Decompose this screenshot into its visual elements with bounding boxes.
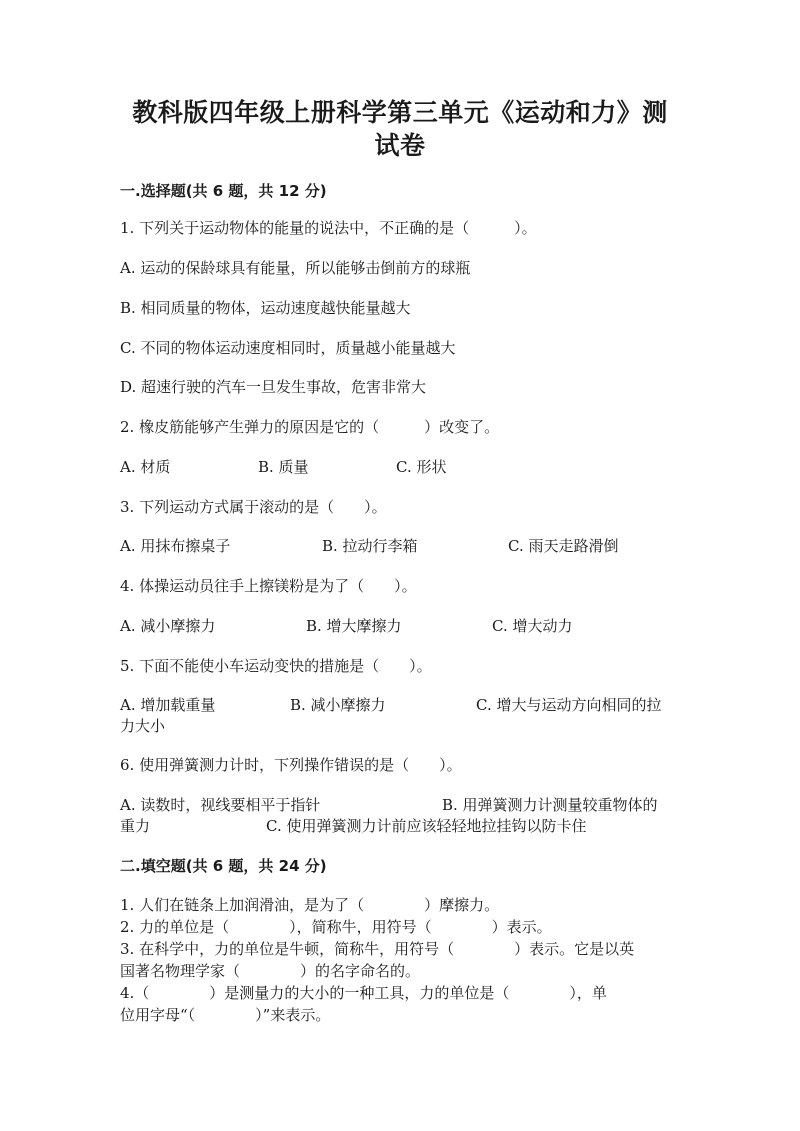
- question-5-option-b: B. 减小摩擦力: [290, 696, 386, 714]
- fill-blank-line: 3. 在科学中，力的单位是牛顿，简称牛，用符号（ ）表示。它是以英: [120, 940, 635, 958]
- question-3-stem: 3. 下列运动方式属于滚动的是（ ）。: [120, 498, 387, 516]
- question-1-option-c: C. 不同的物体运动速度相同时，质量越小能量越大: [120, 339, 456, 357]
- section-heading-fill-blank: 二.填空题(共 6 题，共 24 分): [120, 857, 327, 875]
- question-6-options-line2: [120, 815, 690, 837]
- question-6-option-c: C. 使用弹簧测力计前应该轻轻地拉挂钩以防卡住: [266, 817, 587, 835]
- fill-blank-line: 位用字母“（ ）”来表示。: [120, 1006, 331, 1024]
- question-2-option-a: A. 材质: [120, 458, 171, 476]
- question-6-options-line1: [120, 794, 690, 816]
- question-5-options: [120, 694, 690, 716]
- question-1-stem: 1. 下列关于运动物体的能量的说法中，不正确的是（ ）。: [120, 219, 537, 237]
- question-6-stem: 6. 使用弹簧测力计时，下列操作错误的是（ ）。: [120, 756, 462, 774]
- question-5-option-a: A. 增加载重量: [120, 696, 216, 714]
- question-4-option-a: A. 减小摩擦力: [120, 617, 216, 635]
- section-heading-choice: 一.选择题(共 6 题，共 12 分): [120, 182, 327, 200]
- question-3-option-b: B. 拉动行李箱: [322, 537, 418, 555]
- question-6-option-b-continued: 重力: [120, 817, 151, 835]
- question-3-option-a: A. 用抹布擦桌子: [120, 537, 231, 555]
- question-5-stem: 5. 下面不能使小车运动变快的措施是（ ）。: [120, 657, 432, 675]
- question-6-option-b: B. 用弹簧测力计测量较重物体的: [442, 796, 658, 814]
- question-2-option-b: B. 质量: [258, 458, 309, 476]
- question-2-options: [120, 456, 690, 478]
- question-1-option-b: B. 相同质量的物体，运动速度越快能量越大: [120, 299, 411, 317]
- exam-title: 教科版四年级上册科学第三单元《运动和力》测试卷: [132, 98, 668, 160]
- question-4-option-c: C. 增大动力: [492, 617, 573, 635]
- question-3-option-c: C. 雨天走路滑倒: [508, 537, 619, 555]
- question-1-option-d: D. 超速行驶的汽车一旦发生事故，危害非常大: [120, 378, 427, 396]
- question-4-option-b: B. 增大摩擦力: [306, 617, 402, 635]
- question-5-option-c-continued: 力大小: [120, 717, 166, 735]
- fill-blank-line: 1. 人们在链条上加润滑油，是为了（ ）摩擦力。: [120, 896, 500, 914]
- question-4-stem: 4. 体操运动员往手上擦镁粉是为了（ ）。: [120, 577, 417, 595]
- question-3-options: [120, 535, 690, 557]
- question-4-options: [120, 615, 690, 637]
- question-6-option-a: A. 读数时，视线要相平于指针: [120, 796, 321, 814]
- fill-blank-line: 2. 力的单位是（ ），简称牛，用符号（ ）表示。: [120, 918, 552, 936]
- question-1-option-a: A. 运动的保龄球具有能量，所以能够击倒前方的球瓶: [120, 259, 471, 277]
- question-2-option-c: C. 形状: [396, 458, 447, 476]
- fill-blank-line: 4.（ ）是测量力的大小的一种工具，力的单位是（ ），单: [120, 984, 607, 1002]
- fill-blank-line: 国著名物理学家（ ）的名字命名的。: [120, 962, 421, 980]
- question-5-option-c: C. 增大与运动方向相同的拉: [476, 696, 662, 714]
- question-2-stem: 2. 橡皮筋能够产生弹力的原因是它的（ ）改变了。: [120, 418, 500, 436]
